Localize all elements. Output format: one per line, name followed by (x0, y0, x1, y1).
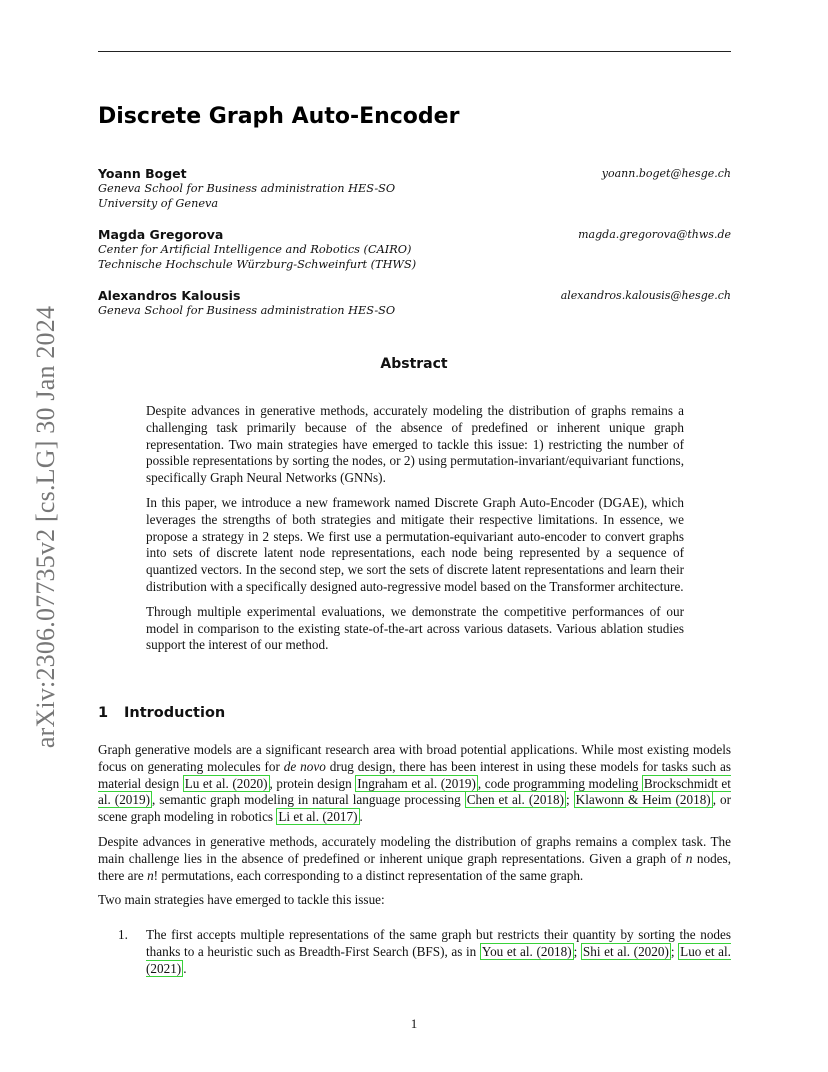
section-title: Introduction (124, 705, 226, 721)
author-name: Alexandros Kalousis (98, 288, 241, 303)
citation-link[interactable]: Lu et al. (2020) (184, 775, 268, 791)
citation-link[interactable]: Klawonn & Heim (2018) (575, 792, 711, 808)
intro-paragraph: Graph generative models are a significant research area with broad potential applications. While most existing models focus on generating molecules for de novo drug design, there has been interest in using these models for tasks such as material design Lu et al. (2020) , protein design Ingraham et al. (2019) , code programming modeling Brockschmidt et al. (2019) , semantic graph modeling in natural language processing Chen et al. (2018) ; Klawonn & Heim (2018) , or scene graph modeling in robotics Li et al. (2017) . (98, 742, 731, 825)
author-affiliation: Geneva School for Business administration HES-SO (98, 182, 396, 195)
citation-link[interactable]: Shi et al. (2020) (582, 943, 669, 959)
author-block (98, 288, 731, 318)
section-number: 1 (98, 705, 109, 721)
citation-link[interactable]: Brockschmidt et al. (2019) (98, 775, 731, 808)
strategy-list (98, 927, 731, 977)
abstract-body (146, 403, 684, 662)
intro-paragraph: Two main strategies have emerged to tackle this issue: (98, 892, 385, 908)
abstract-paragraph: In this paper, we introduce a new framework named Discrete Graph Auto-Encoder (DGAE), which leverages the strengths of both strategies and mitigate their respective limitations. In essence, we propose a strategy in 2 steps. We first use a permutation-equivariant auto-encoder to convert graphs into sets of discrete latent node representations, each node being represented by a sequence of quantized vectors. In the second step, we sort the sets of discrete latent representations and learn their distribution with a specifically designed auto-regressive model based on the Transformer architecture. (146, 494, 684, 594)
author-email[interactable]: magda.gregorova@thws.de (578, 228, 731, 241)
intro-paragraph: Despite advances in generative methods, accurately modeling the distribution of graphs remains a complex task. The main challenge lies in the absence of predefined or inherent unique graph representations. Given a graph of n nodes, there are n! permutations, each corresponding to a distinct representation of the same graph. (98, 833, 731, 883)
author-email[interactable]: yoann.boget@hesge.ch (601, 167, 731, 180)
author-block (98, 166, 731, 211)
arxiv-watermark: arXiv:2306.07735v2 [cs.LG] 30 Jan 2024 (31, 305, 60, 749)
citation-link[interactable]: Ingraham et al. (2019) (357, 775, 476, 791)
page-number: 1 (410, 1016, 418, 1031)
author-email[interactable]: alexandros.kalousis@hesge.ch (560, 289, 731, 302)
abstract-heading: Abstract (380, 356, 448, 372)
author-affiliation: Technische Hochschule Würzburg-Schweinfurt (THWS) (98, 258, 417, 271)
author-affiliation: Center for Artificial Intelligence and Robotics (CAIRO) (98, 243, 412, 256)
author-affiliation: Geneva School for Business administration HES-SO (98, 304, 396, 317)
author-affiliation: University of Geneva (98, 197, 219, 210)
header-rule (98, 51, 731, 52)
paper-title: Discrete Graph Auto-Encoder (98, 104, 460, 129)
list-item: 1. The first accepts multiple representations of the same graph but restricts their quantity by sorting the nodes thanks to a heuristic such as Breadth-First Search (BFS), as in You et al. (2018) ; Shi et al. (2020) ; Luo et al. (2021) . (118, 927, 731, 976)
section-heading (98, 705, 225, 721)
citation-link[interactable]: You et al. (2018) (481, 943, 572, 959)
intro-body (98, 742, 731, 978)
abstract-paragraph: Despite advances in generative methods, accurately modeling the distribution of graphs remains a challenging task primarily because of the absence of predefined or inherent unique graph representation. Two main strategies have emerged to tackle this issue: 1) restricting the number of possible representations by sorting the nodes, or 2) using permutation-invariant/equivariant functions, specifically Graph Neural Networks (GNNs). (146, 403, 684, 486)
citation-link[interactable]: Li et al. (2017) (278, 809, 358, 825)
citation-link[interactable]: Chen et al. (2018) (466, 792, 565, 808)
author-name: Magda Gregorova (98, 227, 224, 242)
abstract-paragraph: Through multiple experimental evaluations, we demonstrate the competitive performances of our model in comparison to the existing state-of-the-art across various datasets. Various ablation studies support the interest of our method. (146, 603, 684, 653)
author-block (98, 227, 731, 272)
author-name: Yoann Boget (98, 166, 187, 181)
citation-link[interactable]: Luo et al. (2021) (146, 943, 731, 976)
